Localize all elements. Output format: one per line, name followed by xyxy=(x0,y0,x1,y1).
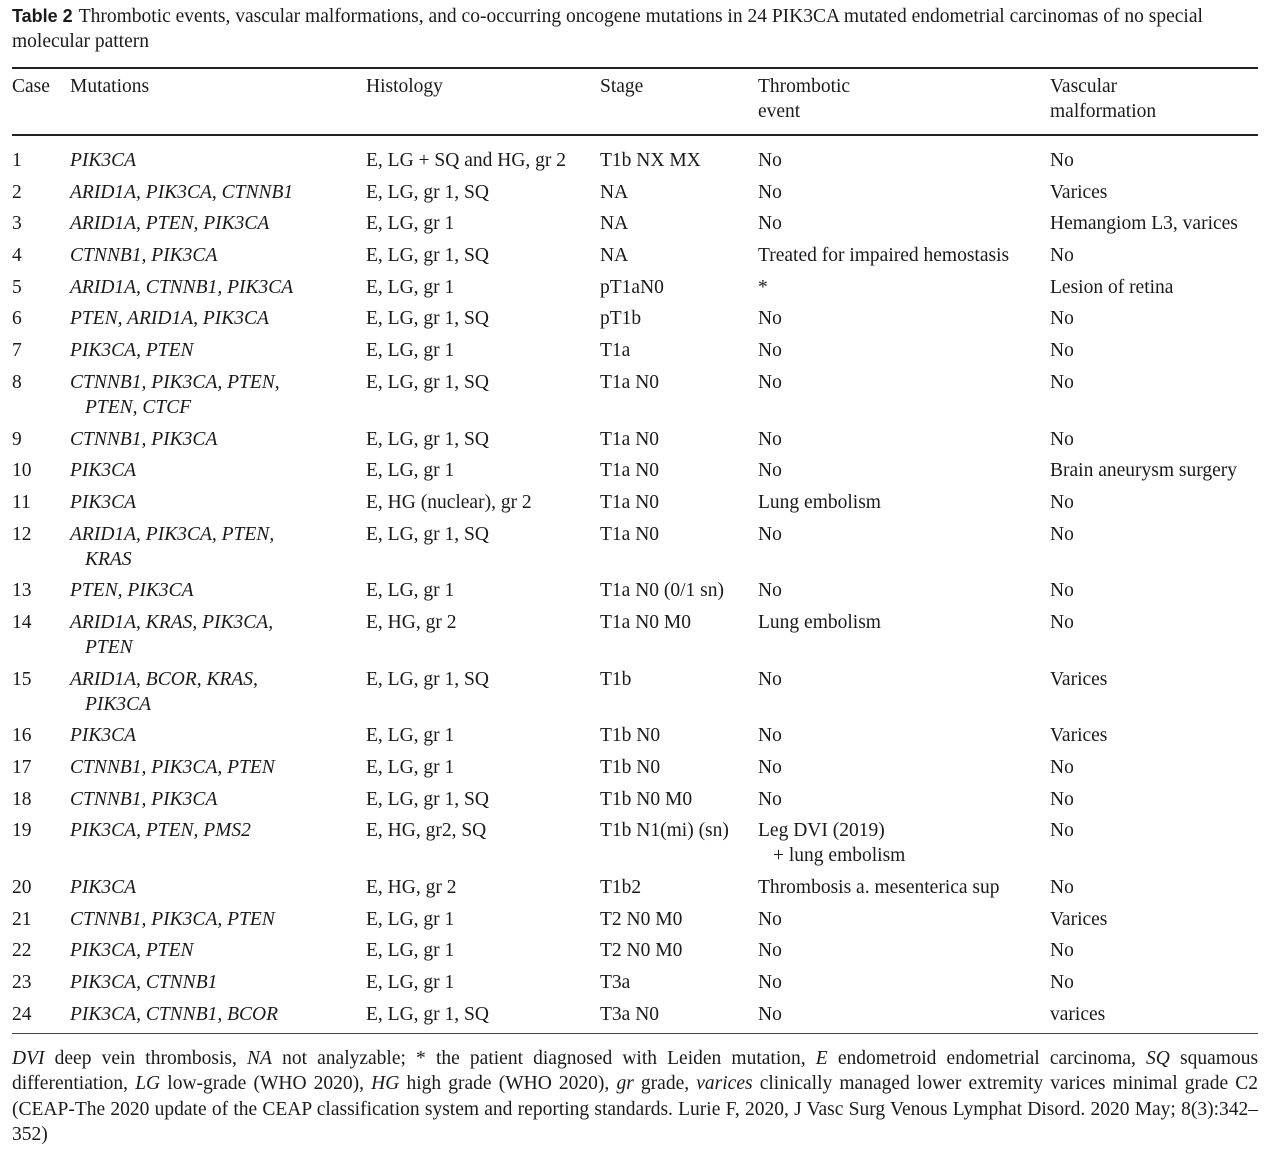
table-row xyxy=(12,934,1258,966)
cell-thrombotic-event: * xyxy=(758,276,768,298)
cell-stage: T1a N0 M0 xyxy=(600,611,691,633)
cell-case: 10 xyxy=(12,460,32,482)
col-header-vascular: Vascular malformation xyxy=(1050,76,1157,122)
col-header-histology: Histology xyxy=(366,76,443,97)
cell-stage: pT1b xyxy=(600,308,642,330)
cell-thrombotic-event: No xyxy=(758,428,782,450)
cell-thrombotic-event: Leg DVI (2019) + lung embolism xyxy=(758,820,906,867)
col-header-thrombotic: Thrombotic event xyxy=(758,76,851,122)
cell-case: 6 xyxy=(12,308,22,330)
cell-vascular-malformation: Varices xyxy=(1050,725,1108,747)
cell-case: 12 xyxy=(12,523,32,545)
cell-histology: E, HG, gr 2 xyxy=(366,877,457,899)
table-row xyxy=(12,871,1258,903)
cell-histology: E, LG, gr 1, SQ xyxy=(366,788,489,810)
cell-stage: T1a N0 (0/1 sn) xyxy=(600,580,725,602)
cell-stage: T1b N0 M0 xyxy=(600,788,693,810)
cell-vascular-malformation: Varices xyxy=(1050,668,1108,690)
cell-thrombotic-event: No xyxy=(758,460,782,482)
cell-stage: NA xyxy=(600,213,629,235)
cell-thrombotic-event: No xyxy=(758,580,782,602)
cell-stage: pT1aN0 xyxy=(600,276,664,298)
table-row xyxy=(12,903,1258,935)
cell-case: 1 xyxy=(12,150,22,171)
cell-vascular-malformation: Varices xyxy=(1050,181,1108,203)
cell-thrombotic-event: No xyxy=(758,940,782,962)
cell-vascular-malformation: No xyxy=(1050,340,1074,362)
cell-vascular-malformation: No xyxy=(1050,308,1074,330)
cell-mutations: PIK3CA, PTEN xyxy=(70,940,194,962)
table-label: Table 2 xyxy=(12,6,73,26)
cell-vascular-malformation: No xyxy=(1050,150,1074,171)
cell-stage: NA xyxy=(600,245,629,267)
cell-histology: E, LG, gr 1 xyxy=(366,580,455,602)
cell-mutations: CTNNB1, PIK3CA xyxy=(70,245,218,267)
cell-thrombotic-event: No xyxy=(758,757,782,778)
cell-case: 15 xyxy=(12,668,32,690)
cell-vascular-malformation: No xyxy=(1050,757,1074,778)
cell-case: 4 xyxy=(12,245,22,267)
bottom-rule xyxy=(12,1033,1258,1034)
table-row xyxy=(12,574,1258,606)
table-row xyxy=(12,135,1258,176)
cell-mutations: PIK3CA xyxy=(70,460,137,482)
cell-thrombotic-event: No xyxy=(758,668,782,690)
cell-mutations: PIK3CA, PTEN, PMS2 xyxy=(70,820,251,842)
cell-histology: E, LG, gr 1 xyxy=(366,460,455,482)
cell-vascular-malformation: Lesion of retina xyxy=(1050,276,1174,298)
cell-histology: E, LG, gr 1 xyxy=(366,757,455,778)
table-row xyxy=(12,751,1258,783)
table-row xyxy=(12,606,1258,663)
cell-case: 5 xyxy=(12,276,22,298)
cell-thrombotic-event: Thrombosis a. mesenterica sup xyxy=(758,877,1000,899)
cell-vascular-malformation: No xyxy=(1050,523,1074,545)
cell-case: 22 xyxy=(12,940,32,962)
cell-vascular-malformation: No xyxy=(1050,820,1074,842)
cell-histology: E, LG, gr 1, SQ xyxy=(366,523,489,545)
table-row xyxy=(12,486,1258,518)
cell-histology: E, LG, gr 1, SQ xyxy=(366,668,489,690)
table-row xyxy=(12,966,1258,998)
cell-vascular-malformation: Hemangiom L3, varices xyxy=(1050,213,1238,235)
cell-stage: T1b2 xyxy=(600,877,642,899)
cell-mutations: CTNNB1, PIK3CA, PTEN, PTEN, CTCF xyxy=(70,371,280,418)
cell-mutations: PIK3CA xyxy=(70,725,137,747)
cell-mutations: PIK3CA xyxy=(70,491,137,513)
cell-thrombotic-event: No xyxy=(758,340,782,362)
cell-stage: T1a N0 xyxy=(600,491,660,513)
cell-vascular-malformation: No xyxy=(1050,491,1074,513)
cell-thrombotic-event: No xyxy=(758,150,782,171)
cell-stage: T1b NX MX xyxy=(600,150,701,171)
table-row xyxy=(12,423,1258,455)
cell-case: 8 xyxy=(12,371,22,393)
cell-mutations: ARID1A, BCOR, KRAS, PIK3CA xyxy=(70,668,258,715)
cell-vascular-malformation: No xyxy=(1050,877,1074,899)
cell-stage: T1a N0 xyxy=(600,523,660,545)
cell-mutations: PTEN, ARID1A, PIK3CA xyxy=(70,308,269,330)
data-table xyxy=(12,69,1258,1033)
cell-case: 13 xyxy=(12,580,32,602)
cell-thrombotic-event: No xyxy=(758,308,782,330)
cell-vascular-malformation: No xyxy=(1050,611,1074,633)
table-row xyxy=(12,998,1258,1033)
cell-mutations: ARID1A, PIK3CA, PTEN, KRAS xyxy=(70,523,275,570)
cell-mutations: CTNNB1, PIK3CA xyxy=(70,428,218,450)
cell-case: 19 xyxy=(12,820,32,842)
cell-histology: E, LG, gr 1, SQ xyxy=(366,428,489,450)
cell-stage: T1a xyxy=(600,340,631,362)
cell-case: 17 xyxy=(12,757,32,778)
cell-case: 24 xyxy=(12,1003,32,1025)
cell-histology: E, LG, gr 1 xyxy=(366,940,455,962)
cell-stage: T1b xyxy=(600,668,632,690)
cell-histology: E, LG, gr 1, SQ xyxy=(366,1003,489,1025)
cell-thrombotic-event: No xyxy=(758,725,782,747)
cell-case: 18 xyxy=(12,788,32,810)
cell-case: 21 xyxy=(12,908,32,930)
table-row xyxy=(12,663,1258,720)
cell-case: 14 xyxy=(12,611,32,633)
cell-case: 7 xyxy=(12,340,22,362)
cell-stage: T1a N0 xyxy=(600,371,660,393)
cell-histology: E, LG, gr 1, SQ xyxy=(366,245,489,267)
cell-thrombotic-event: No xyxy=(758,213,782,235)
cell-thrombotic-event: No xyxy=(758,908,782,930)
cell-stage: T1a N0 xyxy=(600,428,660,450)
cell-stage: T3a N0 xyxy=(600,1003,660,1025)
cell-thrombotic-event: No xyxy=(758,972,782,994)
cell-histology: E, LG, gr 1 xyxy=(366,340,455,362)
cell-histology: E, LG + SQ and HG, gr 2 xyxy=(366,150,567,171)
cell-case: 2 xyxy=(12,181,22,203)
table-row xyxy=(12,207,1258,239)
caption-text: Thrombotic events, vascular malformations, and co-occurring oncogene mutations in 24 PIK3CA mutated endometrial carcinomas of no special molecular pattern xyxy=(12,6,1203,52)
cell-case: 20 xyxy=(12,877,32,899)
cell-vascular-malformation: varices xyxy=(1050,1003,1106,1025)
table-row xyxy=(12,783,1258,815)
cell-stage: T1b N1(mi) (sn) xyxy=(600,820,729,842)
table-footnote: DVI deep vein thrombosis, NA not analyzable; * the patient diagnosed with Leiden mutation, E endometroid endometrial carcinoma, SQ squamous differentiation, LG low-grade (WHO 2020), HG high grade (WHO 2020), gr grade, varices clinically managed lower extremity varices minimal grade C2 (CEAP-The 2020 update of the CEAP classification system and reporting standards. Lurie F, 2020, J Vasc Surg Venous Lymphat Disord. 2020 May; 8(3):342–352) xyxy=(12,1047,1259,1146)
cell-case: 11 xyxy=(12,491,31,513)
cell-vascular-malformation: Varices xyxy=(1050,908,1108,930)
header-row xyxy=(12,69,1258,135)
cell-histology: E, HG, gr2, SQ xyxy=(366,820,487,842)
table-row xyxy=(12,518,1258,575)
cell-mutations: ARID1A, PTEN, PIK3CA xyxy=(70,213,270,235)
table-row xyxy=(12,176,1258,208)
cell-mutations: ARID1A, PIK3CA, CTNNB1 xyxy=(70,181,294,203)
table-row xyxy=(12,366,1258,423)
cell-thrombotic-event: Treated for impaired hemostasis xyxy=(758,245,1010,267)
cell-mutations: ARID1A, CTNNB1, PIK3CA xyxy=(70,276,294,298)
cell-thrombotic-event: Lung embolism xyxy=(758,611,881,633)
cell-case: 23 xyxy=(12,972,32,994)
col-header-stage: Stage xyxy=(600,76,644,97)
cell-histology: E, LG, gr 1 xyxy=(366,972,455,994)
cell-vascular-malformation: No xyxy=(1050,371,1074,393)
cell-mutations: ARID1A, KRAS, PIK3CA, PTEN xyxy=(70,611,274,658)
table-row xyxy=(12,334,1258,366)
table-row xyxy=(12,454,1258,486)
cell-mutations: PIK3CA, CTNNB1 xyxy=(70,972,218,994)
cell-thrombotic-event: No xyxy=(758,1003,782,1025)
cell-case: 9 xyxy=(12,428,22,450)
table-figure xyxy=(12,4,1258,1167)
cell-histology: E, LG, gr 1, SQ xyxy=(366,308,489,330)
cell-mutations: PIK3CA, CTNNB1, BCOR xyxy=(70,1003,279,1025)
cell-vascular-malformation: No xyxy=(1050,940,1074,962)
cell-histology: E, LG, gr 1 xyxy=(366,908,455,930)
cell-vascular-malformation: Brain aneurysm surgery xyxy=(1050,460,1238,482)
cell-mutations: PIK3CA xyxy=(70,877,137,899)
cell-histology: E, LG, gr 1 xyxy=(366,725,455,747)
cell-thrombotic-event: No xyxy=(758,371,782,393)
table-caption xyxy=(12,4,1258,54)
cell-thrombotic-event: No xyxy=(758,523,782,545)
cell-stage: T1b N0 xyxy=(600,757,661,778)
cell-histology: E, LG, gr 1 xyxy=(366,213,455,235)
col-header-case: Case xyxy=(12,76,50,97)
cell-stage: T1b N0 xyxy=(600,725,661,747)
cell-mutations: PTEN, PIK3CA xyxy=(70,580,194,602)
cell-thrombotic-event: No xyxy=(758,181,782,203)
table-row xyxy=(12,814,1258,871)
cell-case: 3 xyxy=(12,213,22,235)
cell-stage: T1a N0 xyxy=(600,460,660,482)
cell-mutations: CTNNB1, PIK3CA, PTEN xyxy=(70,757,275,778)
cell-case: 16 xyxy=(12,725,32,747)
cell-stage: T2 N0 M0 xyxy=(600,908,683,930)
table-row xyxy=(12,719,1258,751)
cell-mutations: CTNNB1, PIK3CA, PTEN xyxy=(70,908,275,930)
cell-thrombotic-event: Lung embolism xyxy=(758,491,881,513)
cell-mutations: PIK3CA xyxy=(70,150,137,171)
cell-thrombotic-event: No xyxy=(758,788,782,810)
cell-stage: NA xyxy=(600,181,629,203)
table-row xyxy=(12,271,1258,303)
col-header-mutations: Mutations xyxy=(70,76,150,97)
cell-vascular-malformation: No xyxy=(1050,972,1074,994)
table-body xyxy=(12,135,1258,1033)
cell-histology: E, LG, gr 1 xyxy=(366,276,455,298)
cell-vascular-malformation: No xyxy=(1050,428,1074,450)
cell-stage: T2 N0 M0 xyxy=(600,940,683,962)
cell-stage: T3a xyxy=(600,972,631,994)
table-row xyxy=(12,239,1258,271)
cell-histology: E, LG, gr 1, SQ xyxy=(366,181,489,203)
cell-histology: E, HG, gr 2 xyxy=(366,611,457,633)
cell-vascular-malformation: No xyxy=(1050,788,1074,810)
cell-mutations: CTNNB1, PIK3CA xyxy=(70,788,218,810)
cell-histology: E, LG, gr 1, SQ xyxy=(366,371,489,393)
cell-mutations: PIK3CA, PTEN xyxy=(70,340,194,362)
cell-vascular-malformation: No xyxy=(1050,245,1074,267)
cell-histology: E, HG (nuclear), gr 2 xyxy=(366,491,532,513)
table-row xyxy=(12,302,1258,334)
cell-vascular-malformation: No xyxy=(1050,580,1074,602)
